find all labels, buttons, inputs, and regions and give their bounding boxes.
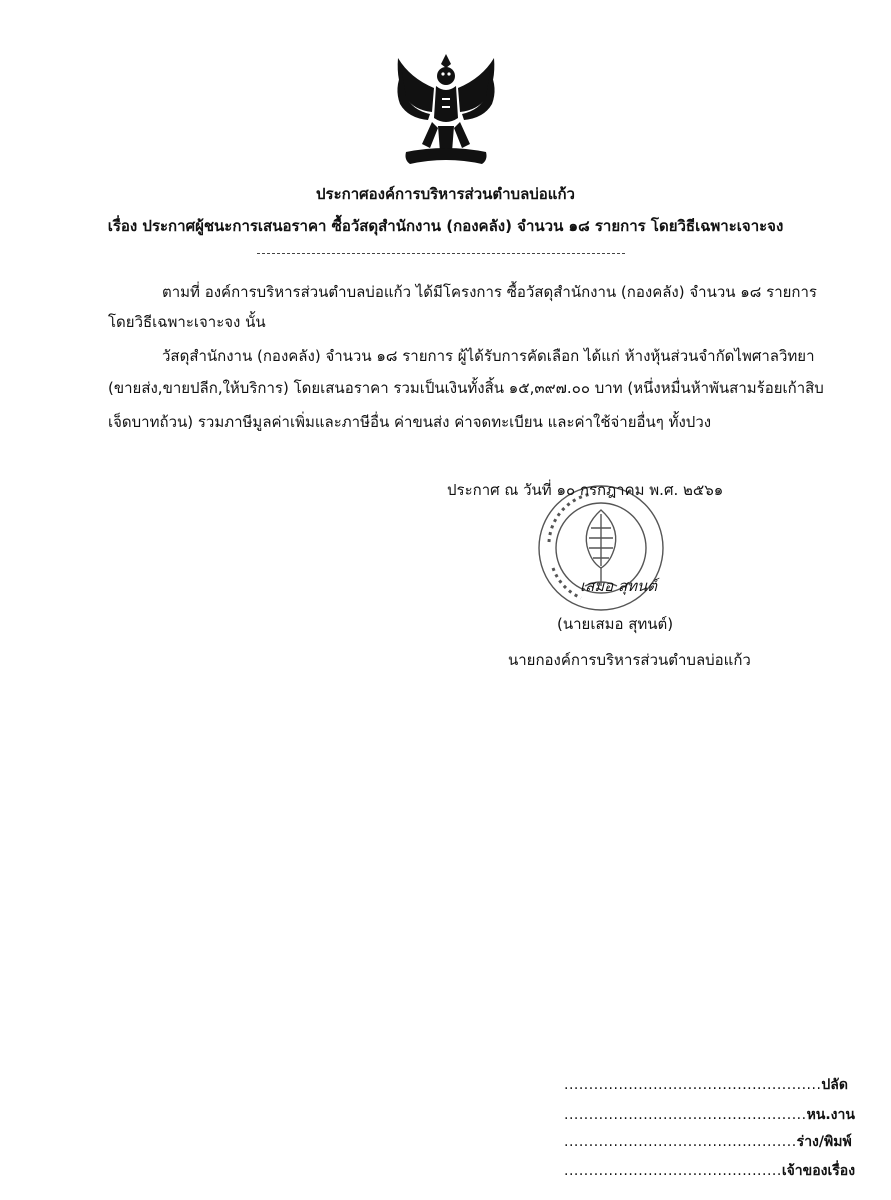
signer-position: นายกองค์การบริหารส่วนตำบลบ่อแก้ว — [508, 651, 751, 669]
divider — [257, 253, 625, 254]
body-paragraph-2-line-1: วัสดุสำนักงาน (กองคลัง) จำนวน ๑๘ รายการ ผู้ได้รับการคัดเลือก ได้แก่ ห้างหุ้นส่วนจำกัดไพศาลวิทยา — [162, 347, 815, 365]
announcement-title: ประกาศองค์การบริหารส่วนตำบลบ่อแก้ว — [316, 185, 575, 203]
garuda-emblem-icon — [392, 48, 500, 174]
announcement-date: ประกาศ ณ วันที่ ๑๐ กรกฎาคม พ.ศ. ๒๕๖๑ — [447, 481, 724, 499]
routing-label: ร่าง/พิมพ์ — [796, 1134, 852, 1150]
signer-name: (นายเสมอ สุทนต์) — [557, 615, 674, 633]
body-paragraph-2-line-2: (ขายส่ง,ขายปลีก,ให้บริการ) โดยเสนอราคา รวมเป็นเงินทั้งสิ้น ๑๕,๓๙๗.๐๐ บาท (หนึ่งหมื่นห้าพันสามร้อยเก้าสิบ — [108, 379, 824, 397]
announcement-subject: เรื่อง ประกาศผู้ชนะการเสนอราคา ซื้อวัสดุสำนักงาน (กองคลัง) จำนวน ๑๘ รายการ โดยวิธีเฉพาะเจาะจง — [107, 217, 784, 235]
signature: เสมอ สุทนต์ — [580, 577, 657, 595]
routing-label: หน.งาน — [806, 1107, 855, 1123]
routing-line-deputy: ....................................................ปลัด — [564, 1077, 848, 1093]
routing-line-drafter: ...............................................ร่าง/พิมพ์ — [564, 1134, 852, 1150]
routing-line-head: .................................................หน.งาน — [564, 1107, 855, 1123]
routing-line-owner: ............................................เจ้าของเรื่อง — [564, 1163, 856, 1179]
routing-label: ปลัด — [821, 1077, 848, 1093]
body-paragraph-1-line-2: โดยวิธีเฉพาะเจาะจง นั้น — [108, 313, 266, 331]
routing-label: เจ้าของเรื่อง — [781, 1163, 856, 1179]
body-paragraph-2-line-3: เจ็ดบาทถ้วน) รวมภาษีมูลค่าเพิ่มและภาษีอื่น ค่าขนส่ง ค่าจดทะเบียน และค่าใช้จ่ายอื่นๆ ทั้งปวง — [108, 413, 712, 431]
body-paragraph-1-line-1: ตามที่ องค์การบริหารส่วนตำบลบ่อแก้ว ได้มีโครงการ ซื้อวัสดุสำนักงาน (กองคลัง) จำนวน ๑๘ รายการ — [162, 283, 817, 301]
